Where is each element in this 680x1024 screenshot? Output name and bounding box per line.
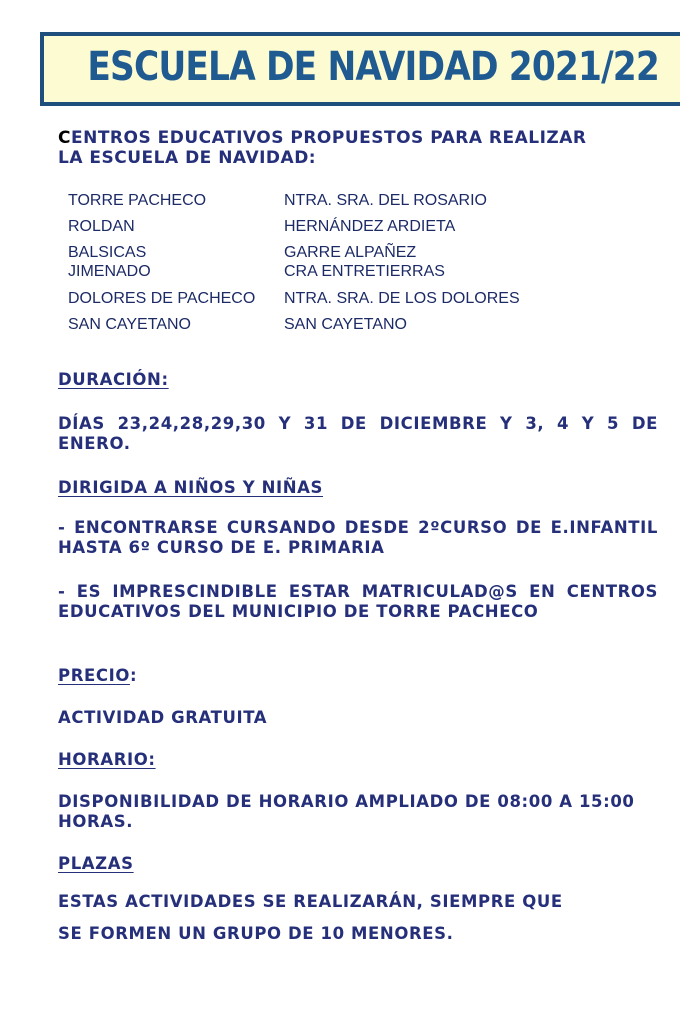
- duracion-label: DURACIÓN:: [58, 370, 169, 389]
- heading-first-letter: C: [58, 128, 71, 148]
- center-school: NTRA. SRA. DE LOS DOLORES: [284, 290, 520, 307]
- precio-colon: :: [129, 666, 138, 685]
- center-row: [68, 286, 628, 312]
- title-banner: [40, 32, 680, 106]
- precio-label: PRECIO: [58, 666, 130, 685]
- horario-text: DISPONIBILIDAD DE HORARIO AMPLIADO DE 08:00 A 15:00 HORAS.: [58, 792, 635, 831]
- center-school: GARRE ALPAÑEZ: [284, 244, 417, 261]
- center-row: [68, 244, 628, 262]
- center-town: JIMENADO: [68, 263, 151, 280]
- plazas-line2: SE FORMEN UN GRUPO DE 10 MENORES.: [58, 924, 454, 943]
- dirigida-item-1: - ENCONTRARSE CURSANDO DESDE 2ºCURSO DE E.INFANTIL HASTA 6º CURSO DE E. PRIMARIA: [58, 518, 658, 557]
- center-row: [68, 312, 628, 338]
- center-school: SAN CAYETANO: [284, 316, 407, 333]
- center-row: [68, 188, 628, 214]
- center-town: BALSICAS: [68, 244, 147, 261]
- center-town: TORRE PACHECO: [68, 192, 207, 209]
- heading-line2: LA ESCUELA DE NAVIDAD:: [58, 148, 317, 168]
- heading-line1: ENTROS EDUCATIVOS PROPUESTOS PARA REALIZAR: [70, 128, 587, 148]
- plazas-label: PLAZAS: [58, 854, 134, 873]
- center-row: [68, 214, 628, 240]
- page-title: ESCUELA DE NAVIDAD 2021/22: [87, 44, 659, 90]
- centers-heading: [58, 128, 658, 168]
- duracion-text: DÍAS 23,24,28,29,30 Y 31 DE DICIEMBRE Y 3, 4 Y 5 DE ENERO.: [58, 414, 658, 453]
- center-town: ROLDAN: [68, 218, 135, 235]
- centers-list: [68, 188, 628, 338]
- plazas-line1: ESTAS ACTIVIDADES SE REALIZARÁN, SIEMPRE QUE: [58, 892, 563, 911]
- dirigida-label: DIRIGIDA A NIÑOS Y NIÑAS: [58, 478, 324, 497]
- center-town: DOLORES DE PACHECO: [68, 290, 256, 307]
- center-school: CRA ENTRETIERRAS: [284, 263, 445, 280]
- plazas-text: [58, 886, 658, 950]
- dirigida-item-2: - ES IMPRESCINDIBLE ESTAR MATRICULAD@S EN CENTROS EDUCATIVOS DEL MUNICIPIO DE TORRE PACHECO: [58, 582, 658, 621]
- center-row: [68, 262, 628, 282]
- precio-text: ACTIVIDAD GRATUITA: [58, 708, 268, 727]
- center-school: NTRA. SRA. DEL ROSARIO: [284, 192, 487, 209]
- center-school: HERNÁNDEZ ARDIETA: [284, 218, 456, 235]
- horario-label: HORARIO:: [58, 750, 156, 769]
- center-town: SAN CAYETANO: [68, 316, 191, 333]
- precio-heading: [58, 666, 658, 686]
